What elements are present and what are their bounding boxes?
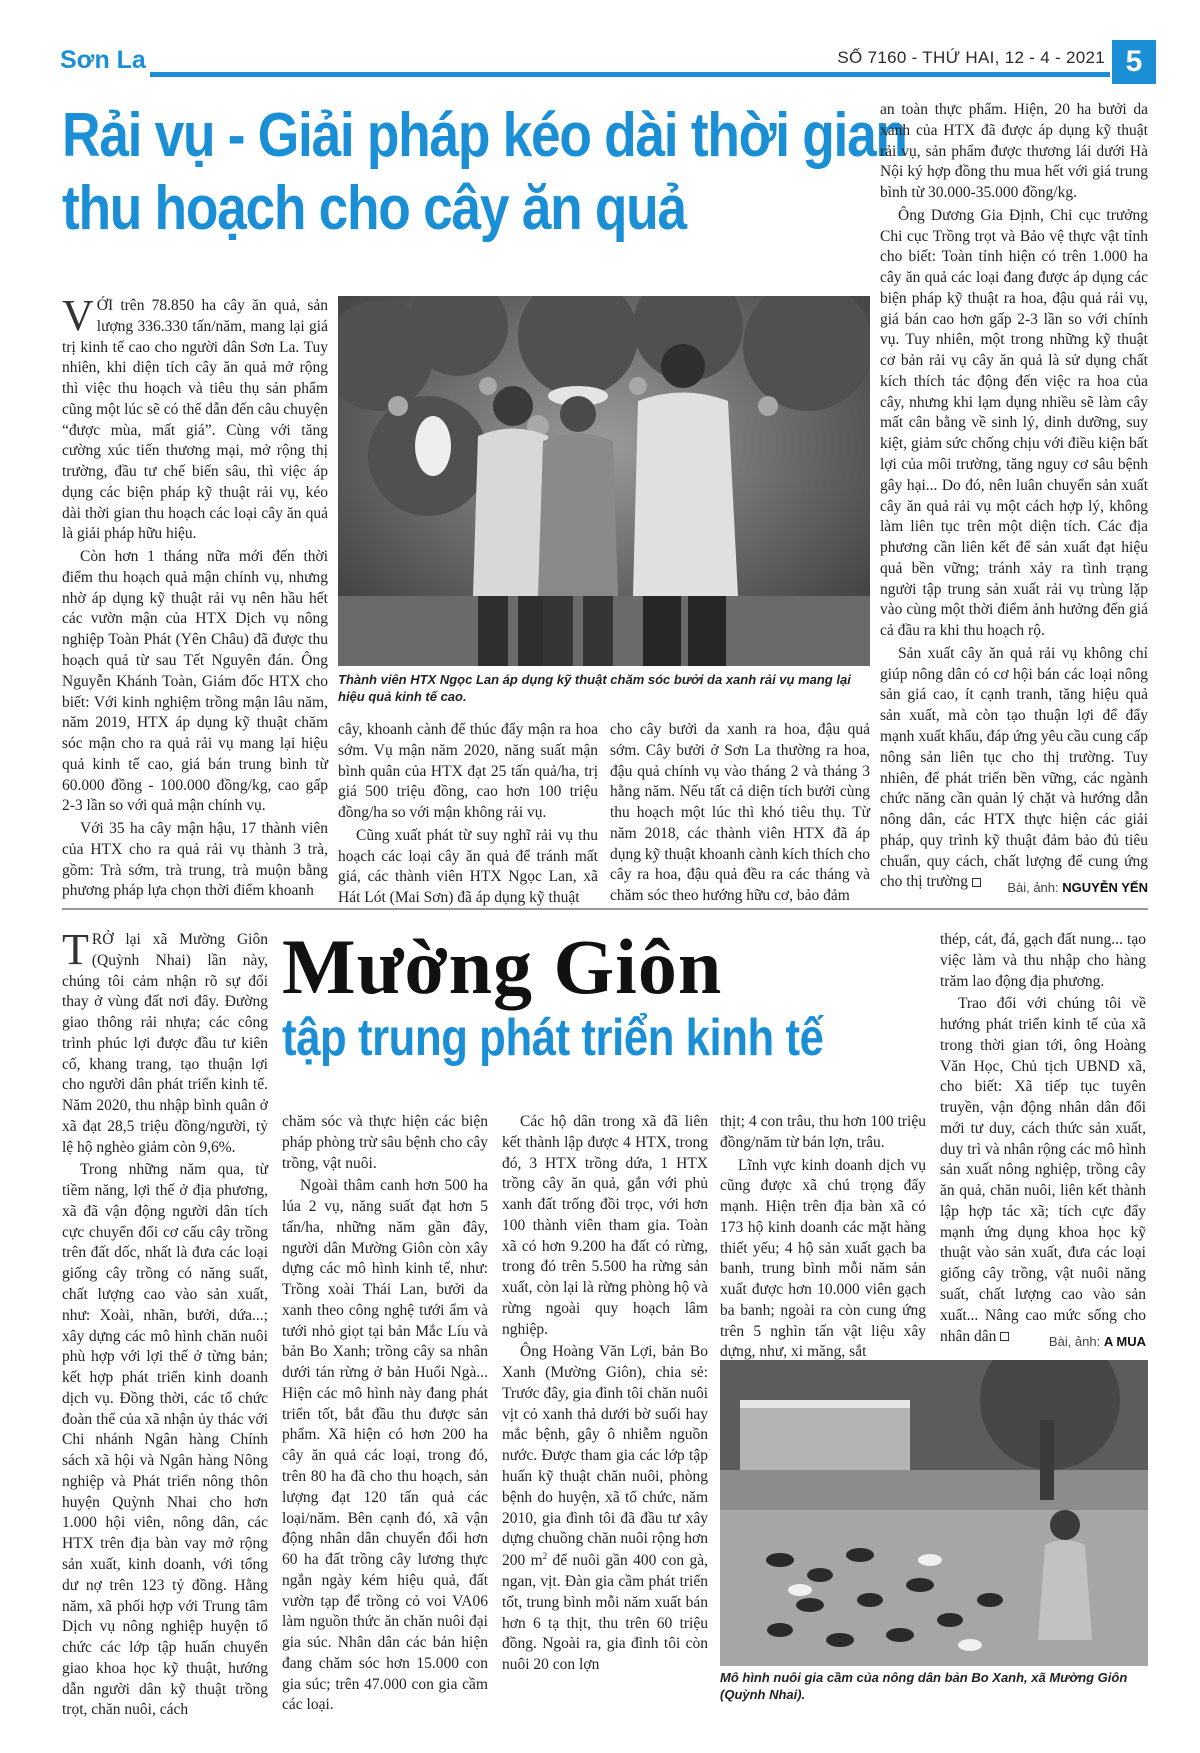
article1-paragraph: Ông Dương Gia Định, Chi cục trưởng Chi cục Trồng trọt và Bảo vệ thực vật tỉnh cho biết: Toàn tỉnh hiện có trên 1.000 ha cây ăn quả các loại đang được áp dụng các biện pháp kỹ thuật ra hoa, đậu quả rải vụ, giá bán cao hơn gấp 2-3 lần so với chính vụ. Tuy nhiên, một trong những kỹ thuật cơ bản rải vụ cây ăn quả là sử dụng chất kích thích tác động đến việc ra hoa của cây, nhưng khi lạm dụng nhiều sẽ làm cây mất cân bằng về sinh lý, dinh dưỡng, suy kiệt, giảm sức chống chịu với điều kiện bất lợi của môi trường, tăng nguy cơ sâu bệnh gây hại... Do đó, nên luân chuyển sản xuất cây ăn quả rải vụ một cách hợp lý, không làm liên tục trên một diện tích. Các địa phương cần liên kết để sản xuất đạt hiệu quả bền vững; tránh xảy ra tình trạng người tập trung sản xuất rải vụ trùng lặp vào cùng một thời điểm ảnh hưởng đến giá cả đầu ra khi thu hoạch rộ. <box>880 206 1148 640</box>
article1-byline <box>880 880 1148 895</box>
article1-paragraph: Cũng xuất phát từ suy nghĩ rải vụ thu hoạch các loại cây ăn quả để tránh mất giá, các thành viên HTX Ngọc Lan, xã Hát Lót (Mai Sơn) đã áp dụng kỹ thuật <box>338 826 598 907</box>
article1-photo <box>338 296 870 666</box>
article2-paragraph: Các hộ dân trong xã đã liên kết thành lập được 4 HTX, trong đó, 3 HTX trồng dứa, 1 HTX trồng cây ăn quả, gắn với phủ xanh đất trống đồi trọc, với hơn 100 thành viên tham gia. Toàn xã có hơn 9.200 ha đất có rừng, trong đó trên 5.500 ha rừng sản xuất, còn lại là rừng phòng hộ và rừng ngoài quy hoạch lâm nghiệp. <box>502 1113 708 1338</box>
article2-column-right <box>940 930 1146 1349</box>
article1-lead-paragraph <box>62 291 328 545</box>
article2-dropcap: T <box>62 925 89 974</box>
article1-paragraph: cây, khoanh cành để thúc đẩy mận ra hoa sớm. Vụ mận năm 2020, năng suất mận bình quân của HTX đạt 25 tấn quả/ha, trị giá 500 triệu đồng, cao hơn 100 triệu đồng/ha so với mận không rải vụ. <box>338 721 598 822</box>
unit-text: m <box>530 1552 543 1570</box>
article2-title-line2: tập trung phát triển kinh tế <box>282 1009 824 1067</box>
article2-column-2 <box>282 1112 488 1718</box>
article2-column-4 <box>720 1112 926 1365</box>
byline-author: A MUA <box>1103 1334 1146 1349</box>
article2-column-1 <box>62 925 268 1723</box>
article2-paragraph <box>940 994 1146 1347</box>
article2-paragraph-text: để nuôi gần 400 con gà, ngan, vịt. Đàn gia cầm phát triển tốt, trung bình mỗi năm xuất bán hơn 6 tạ thịt, thu trên 60 triệu đồng. Ngoài ra, gia đình tôi còn nuôi 20 con lợn <box>502 1552 709 1674</box>
article1-paragraph: ỚI trên 78.850 ha cây ăn quả, sản lượng 336.330 tấn/năm, mang lại giá trị kinh tế cao cho người dân Sơn La. Tuy nhiên, khi diện tích cây ăn quả mở rộng thì việc thu hoạch và tiêu thụ sản phẩm cũng một lúc sẽ có thể dẫn đến câu chuyện “được mùa, mất giá”. Cùng với tăng cường xúc tiến thương mại, mở rộng thị trường, đầu tư chế biến sâu, thì việc áp dụng các biện pháp kỹ thuật rải vụ, kéo dài thời gian thu hoạch các loại cây ăn quả là giải pháp hữu hiệu. <box>62 297 328 543</box>
article1-headline-line2: thu hoạch cho cây ăn quả <box>62 173 686 243</box>
article1-paragraph <box>880 644 1148 893</box>
article1-paragraph: an toàn thực phẩm. Hiện, 20 ha bưởi da xanh của HTX đã được áp dụng kỹ thuật rải vụ, sản phẩm được thương lái dưới Hà Nội ký hợp đồng thu mua hết với giá trung bình từ 30.000-35.000 đồng/kg. <box>880 101 1148 202</box>
article2-paragraph <box>502 1342 708 1675</box>
article1-paragraph: Với 35 ha cây mận hậu, 17 thành viên của HTX cho ra quả rải vụ thành 3 trà, gồm: Trà sớm, trà trung, trà muộn bằng phương pháp lựa chọn thời điểm khoanh <box>62 820 328 900</box>
article1-photo-caption: Thành viên HTX Ngọc Lan áp dụng kỹ thuật chăm sóc bưởi da xanh rải vụ mang lại hiệu quả kinh tế cao. <box>338 672 851 704</box>
article2-paragraph: thép, cát, đá, gạch đất nung... tạo việc làm và thu nhập cho hàng trăm lao động địa phương. <box>940 931 1146 990</box>
article1-paragraph: Còn hơn 1 tháng nữa mới đến thời điểm thu hoạch quả mận chính vụ, nhưng nhờ áp dụng kỹ thuật rải vụ nên hầu hết các vườn mận của HTX Dịch vụ nông nghiệp Toàn Phát (Yên Châu) đã được thu hoạch quả từ sau Tết Nguyên đán. Ông Nguyễn Khánh Toàn, Giám đốc HTX cho biết: Với kinh nghiệm trồng mận lâu năm, năm 2019, HTX áp dụng kỹ thuật chăm sóc mận cho ra quả rải vụ mang lại hiệu quả kinh tế cao, giá bán trung bình từ 60.000 đồng - 100.000 đồng/kg, cao gấp 2-3 lần so với quả mận chính vụ. <box>62 548 328 815</box>
section-label: Sơn La <box>60 46 146 74</box>
article2-paragraph: RỞ lại xã Mường Giôn (Quỳnh Nhai) lần này, chúng tôi cảm nhận rõ sự đổi thay ở vùng đất nơi đây. Đường giao thông rải nhựa; các công trình phúc lợi được đầu tư kiên cố, khang trang, tạo thuận lợi cho người dân phát triển kinh tế. Năm 2020, thu nhập bình quân ở xã đạt 28,5 triệu đồng/người, tỷ lệ hộ nghèo giảm còn 9,6%. <box>62 931 268 1156</box>
page-header <box>0 0 1200 90</box>
article2-byline <box>940 1334 1146 1349</box>
article2-paragraph: Lĩnh vực kinh doanh dịch vụ cũng được xã chú trọng đẩy mạnh. Hiện trên địa bàn xã có 173 hộ kinh doanh các mặt hàng thiết yếu; 4 hộ sản xuất gạch ba banh, trung bình mỗi năm sản xuất được hơn 10.000 viên gạch ba banh; ngoài ra còn cung ứng trên 5 nghìn tấn vật liệu xây dựng, như, xi măng, sắt <box>720 1156 926 1361</box>
article2-photo-caption: Mô hình nuôi gia cầm của nông dân bản Bo Xanh, xã Mường Giôn (Quỳnh Nhai). <box>720 1670 1128 1702</box>
article2-paragraph: Ngoài thâm canh hơn 500 ha lúa 2 vụ, năng suất đạt hơn 5 tấn/ha, những năm gần đây, người dân Mường Giôn còn xây dựng các mô hình kinh tế, như: Trồng xoài Thái Lan, bưởi da xanh theo công nghệ tưới ẩm và tưới nhỏ giọt tại bản Mắc Líu và bản Bo Xanh; trồng cây sa nhân dưới tán rừng ở bản Huổi Ngà... Hiện các mô hình này đang phát triển tốt, bắt đầu thu được sản phẩm. Xã hiện có hơn 200 ha cây ăn quả các loại, trong đó, trên 80 ha đã cho thu hoạch, sản lượng đạt 120 tấn quả các loại/năm. Bên cạnh đó, xã vận động nhân dân chuyển đổi hơn 60 ha đất trồng cây lương thực ngắn ngày kém hiệu quả, đất vườn tạp để trồng cỏ voi VA06 làm nguồn thức ăn chăn nuôi đại gia súc. Nhân dân các bản hiện đang chăm sóc hơn 15.000 con gia súc; trên 47.000 con gia cầm các loại. <box>282 1177 488 1714</box>
article-divider <box>62 908 1148 910</box>
issue-info: SỐ 7160 - THỨ HAI, 12 - 4 - 2021 <box>837 48 1105 67</box>
article1-headline-line1: Rải vụ - Giải pháp kéo dài thời gian <box>62 101 907 170</box>
unit-superscript: 2 <box>542 1551 548 1562</box>
article2-photo <box>720 1360 1148 1666</box>
header-rule <box>150 72 1110 77</box>
article2-paragraph-text: Ông Hoàng Văn Lợi, bản Bo Xanh (Mường Giôn), chia sẻ: Trước đây, gia đình tôi chăn nuôi vịt cỏ xanh thả dưới bờ suối hay mắc bệnh, gây ô nhiễm nguồn nước. Được tham gia các lớp tập huấn kỹ thuật chăn nuôi, phòng bệnh do huyện, xã tổ chức, năm 2010, gia đình tôi đã đầu tư xây dựng chuồng chăn nuôi rộng hơn 200 <box>502 1343 708 1570</box>
byline-author: NGUYỄN YẾN <box>1062 880 1148 895</box>
article1-headline <box>62 100 907 245</box>
poultry-farm-photo-illustration <box>720 1360 1148 1666</box>
article1-column-right <box>880 100 1148 895</box>
article1-column-2 <box>338 720 598 911</box>
article2-lead-paragraph <box>62 925 268 1158</box>
article1-dropcap: V <box>62 291 94 340</box>
article1-paragraph-text: Sản xuất cây ăn quả rải vụ không chỉ giúp nông dân có cơ hội bán các loại nông sản giá cao, ít cạnh tranh, tăng hiệu quả sản xuất, mà còn tạo thuận lợi để đẩy mạnh xuất khẩu, đáp ứng yêu cầu cung cấp nông sản liên tục cho thị trường. Tuy nhiên, để phát triển bền vững, các ngành chức năng cần quản lý chặt và hướng dẫn nông dân, các HTX thực hiện các giải pháp, quy trình kỹ thuật đảm bảo đủ tiêu chuẩn, quy cách, chất lượng để cung ứng cho thị trường <box>880 644 1148 891</box>
article1-paragraph: cho cây bưởi da xanh ra hoa, đậu quả sớm. Cây bưởi ở Sơn La thường ra hoa, đậu quả chính vụ vào tháng 2 và tháng 3 hằng năm. Nếu tất cả diện tích bưởi cùng thu hoạch một lúc thì khó tiêu thụ. Từ năm 2018, các thành viên HTX đã áp dụng kỹ thuật khoanh cành kích thích cho cây ra hoa, đậu quả đều ra các tháng và chăm sóc theo hướng hữu cơ, bảo đảm <box>610 721 870 905</box>
article2-paragraph: Trong những năm qua, từ tiềm năng, lợi thế ở địa phương, xã đã vận động người dân tích cực chuyển đổi cơ cấu cây trồng trên đất dốc, nhất là đưa các loại giống cây trồng có năng suất, chất lượng cao vào sản xuất, như: Xoài, nhãn, bưởi, dứa...; xây dựng các mô hình chăn nuôi phù hợp với lợi thế ở từng bản; kết hợp phát triển kinh doanh dịch vụ. Đồng thời, các tổ chức đoàn thể của xã nhận ủy thác với Chi nhánh Ngân hàng Chính sách xã hội và Ngân hàng Nông nghiệp và Phát triển nông thôn huyện Quỳnh Nhai cho hơn 1.000 hội viên, nông dân, các HTX trên địa bàn vay mở rộng sản xuất, kinh doanh, với tổng dư nợ trên 123 tỷ đồng. Hằng năm, xã phối hợp với Trung tâm Dịch vụ nông nghiệp huyện tổ chức các lớp tập huấn chuyển giao khoa học kỹ thuật, hướng dẫn người dân kỹ thuật trồng trọt, chăn nuôi, cách <box>62 1161 268 1719</box>
article2-column-3 <box>502 1112 708 1678</box>
orchard-photo-illustration <box>338 296 870 666</box>
article2-paragraph-text: Trao đổi với chúng tôi về hướng phát triển kinh tế của xã trong thời gian tới, ông Hoàng Văn Học, Chủ tịch UBND xã, cho biết: Xã tiếp tục tuyên truyền, vận động nhân dân đổi mới tư duy, cách thức sản xuất, duy trì và nhân rộng các mô hình sản xuất nông nghiệp, trồng cây ăn quả, chăn nuôi, liên kết thành lập hợp tác xã; tích cực đẩy mạnh ứng dụng khoa học kỹ thuật vào sản xuất, đưa các loại giống cây trồng, vật nuôi năng suất, chất lượng cao vào sản xuất... Nâng cao mức sống cho nhân dân <box>940 995 1146 1345</box>
byline-prefix: Bài, ảnh: <box>1007 880 1059 895</box>
page-number: 5 <box>1112 40 1156 84</box>
article2-title-line1: Mường Giôn <box>282 923 723 1010</box>
article1-column-3 <box>610 720 870 909</box>
article2-paragraph: thịt; 4 con trâu, thu hơn 100 triệu đồng/năm từ bán lợn, trâu. <box>720 1113 926 1151</box>
article1-column-1 <box>62 291 328 904</box>
article2-paragraph: chăm sóc và thực hiện các biện pháp phòng trừ sâu bệnh cho cây trồng, vật nuôi. <box>282 1113 488 1172</box>
byline-prefix: Bài, ảnh: <box>1048 1334 1101 1349</box>
